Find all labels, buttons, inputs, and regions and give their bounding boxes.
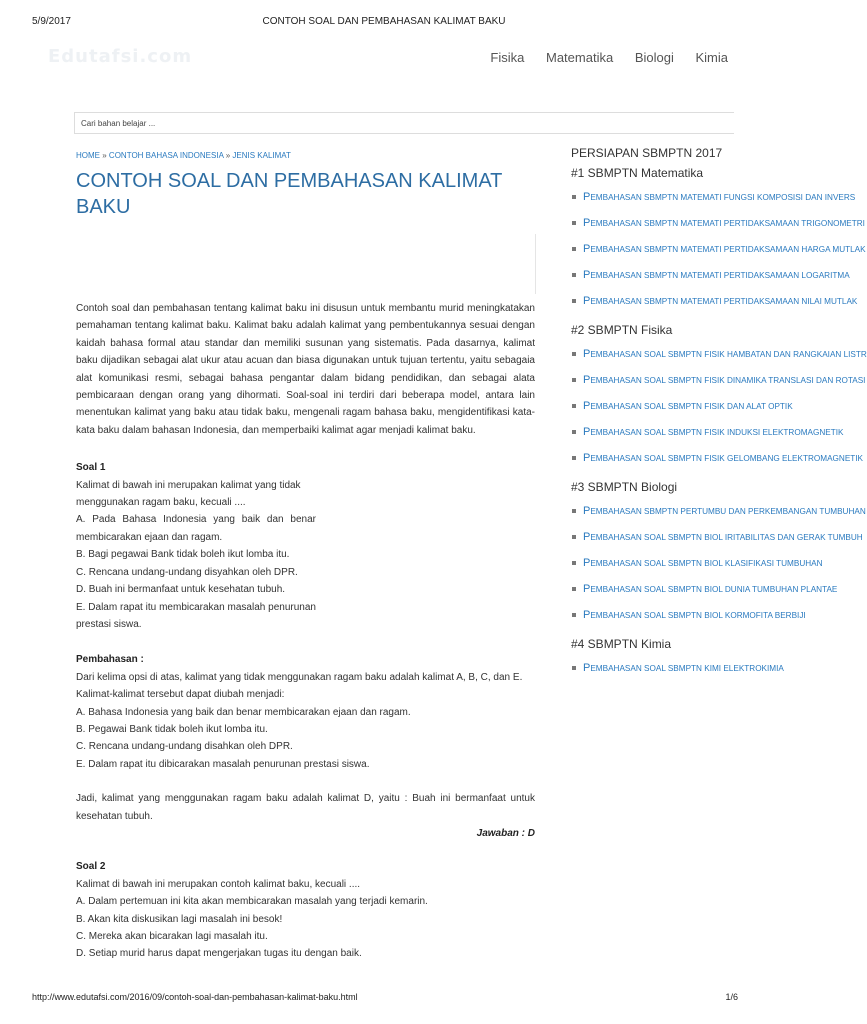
sidebar-section-fisika: #2 SBMPTN Fisika — [571, 323, 673, 337]
pembahasan-item-c: C. Rencana undang-undang disahkan oleh DPR. — [76, 741, 293, 753]
search-input[interactable]: Cari bahan belajar ... — [74, 112, 734, 134]
soal-1-question: Kalimat di bawah ini merupakan kalimat yang tidak menggunakan ragam baku, kecuali .... — [76, 479, 301, 509]
pembahasan-item-e: E. Dalam rapat itu dibicarakan masalah penurunan prestasi siswa. — [76, 758, 370, 770]
sidebar-list-biologi — [571, 503, 866, 624]
breadcrumb-separator: » — [225, 151, 231, 160]
sidebar-list-matematika — [571, 189, 866, 310]
soal-1-option-d: D. Buah ini bermanfaat untuk kesehatan tubuh. — [76, 584, 286, 596]
intro-paragraph: Contoh soal dan pembahasan tentang kalimat baku ini disusun untuk membantu murid meningkatakan pemahaman tentang kalimat baku. Kalimat baku adalah kalimat yang pembentukannya sesuai dengan kaidah bahasa formal atau standar dan memiliki susunan yang sistematis. Pada dasarnya, kalimat baku dijadikan sebagai alat ukur atau acuan dan biasa digunakan untuk tujuan tertentu, yaitu sebagaia alat komunikasi resmi, sebagai bahasa pengantar dalam bidang pendidikan, dan sebagai alata pembicaraan dengan orang yang dihormati. Soal-soal ini terdiri dari beberapa model, antara lain menentukan kalimat yang baku atau tidak baku, mengenali ragam bahasa baku, mengidentifikasi kata-kata baku dalam bahasan Indonesia, dan memperbaiki kalimat agar menjadi kalimat baku. — [76, 303, 535, 436]
breadcrumb-category[interactable]: CONTOH BAHASA INDONESIA — [108, 151, 224, 160]
column-divider — [535, 234, 536, 294]
pembahasan-intro: Dari kelima opsi di atas, kalimat yang tidak menggunakan ragam baku adalah kalimat A, B, C, dan E. Kalimat-kalimat tersebut dapat diubah menjadi: — [76, 671, 523, 701]
sidebar-link[interactable]: PEMBAHASAN SBMPTN MATEMATI PERTIDAKSAMAAN TRIGONOMETRI — [571, 215, 734, 232]
nav-kimia[interactable]: Kimia — [695, 50, 728, 65]
sidebar-link[interactable]: PEMBAHASAN SOAL SBMPTN BIOL KORMOFITA BERBIJI — [571, 607, 734, 624]
print-url: http://www.edutafsi.com/2016/09/contoh-soal-dan-pembahasan-kalimat-baku.html — [32, 992, 358, 1002]
pembahasan-conclusion: Jadi, kalimat yang menggunakan ragam baku adalah kalimat D, yaitu : Buah ini bermanfaat untuk kesehatan tubuh. — [76, 793, 535, 822]
sidebar-link[interactable]: PEMBAHASAN SBMPTN MATEMATI FUNGSI KOMPOSISI DAN INVERS — [571, 189, 734, 206]
pembahasan-item-a: A. Bahasa Indonesia yang baik dan benar membicarakan ejaan dan ragam. — [76, 706, 411, 718]
answer-label: Jawaban : D — [476, 827, 535, 839]
nav-matematika[interactable]: Matematika — [546, 50, 614, 65]
soal-2-option-a: A. Dalam pertemuan ini kita akan membicarakan masalah yang terjadi kemarin. — [76, 896, 428, 908]
sidebar-link[interactable]: PEMBAHASAN SOAL SBMPTN FISIK DAN ALAT OPTIK — [571, 398, 734, 415]
page-title: CONTOH SOAL DAN PEMBAHASAN KALIMAT BAKU — [76, 170, 503, 218]
site-logo[interactable]: Edutafsi.com — [48, 46, 193, 67]
article-body — [76, 300, 535, 963]
sidebar-list-fisika — [571, 346, 867, 467]
sidebar-link[interactable]: PEMBAHASAN SOAL SBMPTN FISIK HAMBATAN DAN RANGKAIAN LISTR — [571, 346, 734, 363]
nav-fisika[interactable]: Fisika — [490, 50, 525, 65]
soal-2-question: Kalimat di bawah ini merupakan contoh kalimat baku, kecuali .... — [76, 878, 361, 890]
sidebar-link[interactable]: PEMBAHASAN SOAL SBMPTN KIMI ELEKTROKIMIA — [571, 660, 734, 677]
soal-1-option-a: A. Pada Bahasa Indonesia yang baik dan benar membicarakan ejaan dan ragam. — [76, 514, 316, 543]
sidebar-link[interactable]: PEMBAHASAN SOAL SBMPTN BIOL DUNIA TUMBUHAN PLANTAE — [571, 581, 734, 598]
breadcrumb-subcategory[interactable]: JENIS KALIMAT — [232, 151, 291, 160]
soal-2-option-b: B. Akan kita diskusikan lagi masalah ini besok! — [76, 913, 283, 925]
sidebar — [571, 146, 867, 690]
print-title: CONTOH SOAL DAN PEMBAHASAN KALIMAT BAKU — [262, 16, 506, 27]
sidebar-link[interactable]: PEMBAHASAN SOAL SBMPTN FISIK INDUKSI ELEKTROMAGNETIK — [571, 424, 734, 441]
top-navigation — [472, 50, 728, 65]
print-header — [32, 16, 736, 30]
sidebar-section-biologi: #3 SBMPTN Biologi — [571, 480, 678, 494]
breadcrumb-separator: » — [102, 151, 107, 160]
soal-1-option-b: B. Bagi pegawai Bank tidak boleh ikut lomba itu. — [76, 549, 290, 561]
soal-2-option-d: D. Setiap murid harus dapat mengerjakan tugas itu dengan baik. — [76, 948, 362, 960]
spacer — [76, 773, 535, 790]
sidebar-link[interactable]: PEMBAHASAN SBMPTN MATEMATI PERTIDAKSAMAAN LOGARITMA — [571, 267, 734, 284]
nav-biologi[interactable]: Biologi — [634, 50, 674, 65]
sidebar-link[interactable]: PEMBAHASAN SOAL SBMPTN FISIK DINAMIKA TRANSLASI DAN ROTASI — [571, 372, 734, 389]
sidebar-link[interactable]: PEMBAHASAN SOAL SBMPTN FISIK GELOMBANG ELEKTROMAGNETIK — [571, 450, 734, 467]
breadcrumb — [76, 151, 291, 160]
sidebar-list-kimia — [571, 660, 784, 677]
print-date: 5/9/2017 — [32, 16, 71, 27]
breadcrumb-home[interactable]: HOME — [76, 151, 100, 160]
soal-1-title: Soal 1 — [76, 462, 106, 474]
soal-1-option-e: E. Dalam rapat itu membicarakan masalah penurunan prestasi siswa. — [76, 601, 316, 630]
sidebar-heading: PERSIAPAN SBMPTN 2017 — [571, 146, 723, 160]
sidebar-link[interactable]: PEMBAHASAN SOAL SBMPTN BIOL KLASIFIKASI TUMBUHAN — [571, 555, 734, 572]
sidebar-link[interactable]: PEMBAHASAN SBMPTN MATEMATI PERTIDAKSAMAAN HARGA MUTLAK — [571, 241, 734, 258]
sidebar-link[interactable]: PEMBAHASAN SBMPTN MATEMATI PERTIDAKSAMAAN NILAI MUTLAK — [571, 293, 734, 310]
sidebar-section-kimia: #4 SBMPTN Kimia — [571, 637, 672, 651]
soal-1-option-c: C. Rencana undang-undang disyahkan oleh DPR. — [76, 566, 298, 578]
sidebar-link[interactable]: PEMBAHASAN SBMPTN PERTUMBU DAN PERKEMBANGAN TUMBUHAN — [571, 503, 734, 520]
pembahasan-item-b: B. Pegawai Bank tidak boleh ikut lomba itu. — [76, 723, 268, 735]
soal-1-block — [76, 477, 316, 634]
soal-2-option-c: C. Mereka akan bicarakan lagi masalah itu. — [76, 931, 268, 942]
print-page-number: 1/6 — [725, 992, 738, 1002]
sidebar-section-matematika: #1 SBMPTN Matematika — [571, 166, 704, 180]
print-footer — [32, 992, 736, 1006]
sidebar-link[interactable]: PEMBAHASAN SOAL SBMPTN BIOL IRITABILITAS DAN GERAK TUMBUH — [571, 529, 734, 546]
soal-2-title: Soal 2 — [76, 861, 106, 873]
pembahasan-title: Pembahasan : — [76, 654, 144, 666]
